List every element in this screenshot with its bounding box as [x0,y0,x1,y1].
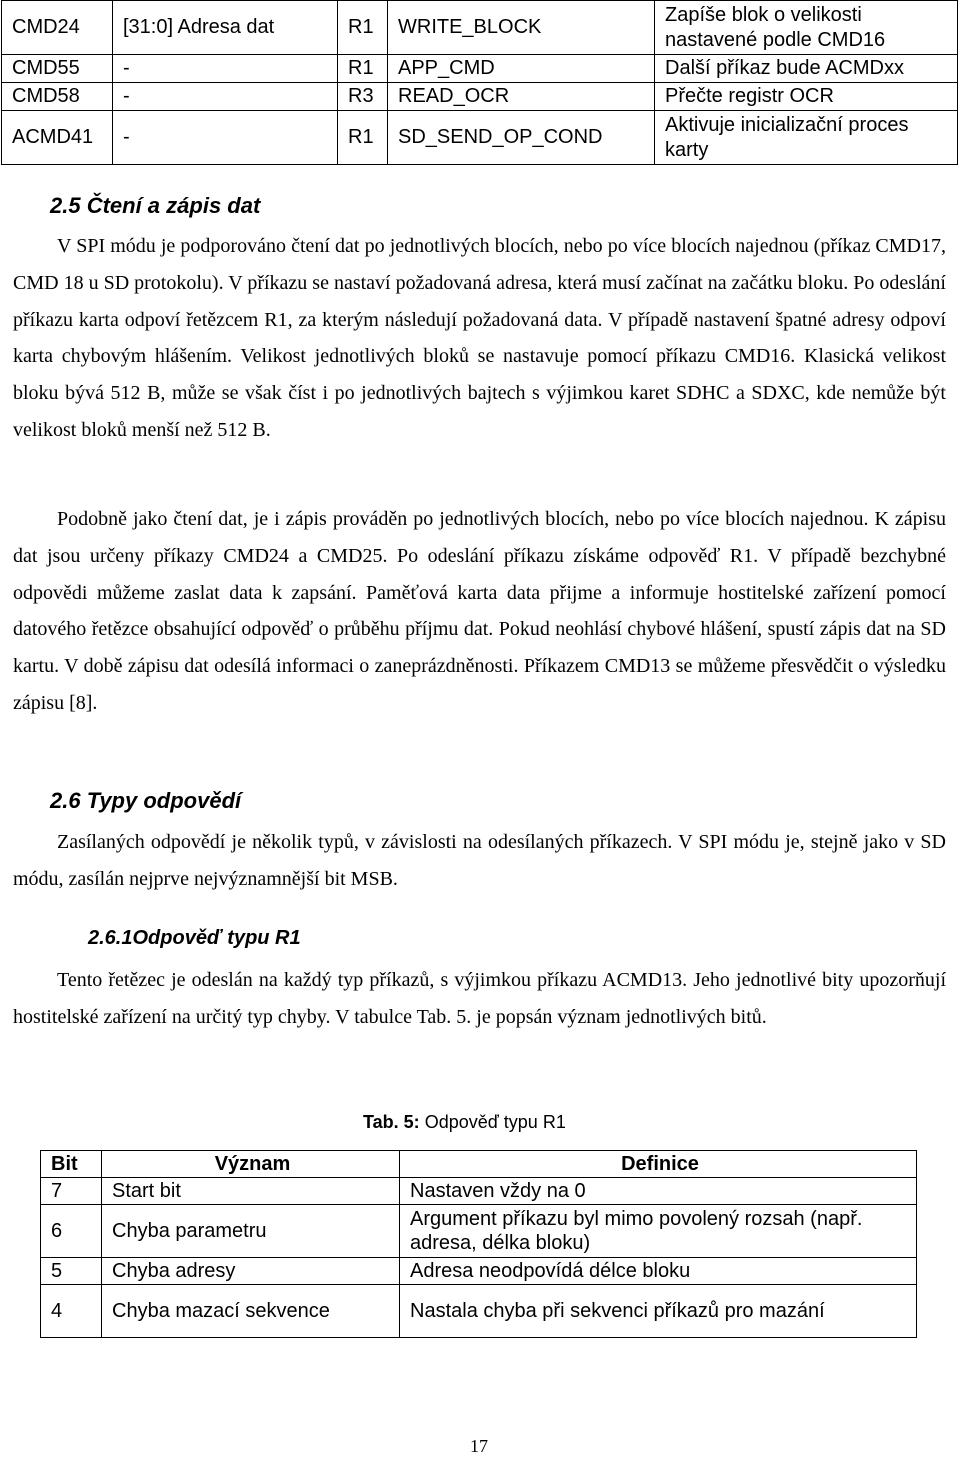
header-meaning: Význam [102,1151,400,1178]
definition-cell: Nastala chyba při sekvenci příkazů pro mazání [400,1285,917,1338]
table-row [41,1178,917,1205]
r1-definition-table [40,1150,917,1338]
table-row [41,1258,917,1285]
table-row [2,83,958,111]
description-cell: Aktivuje inicializační proces karty [655,111,958,165]
table-row [2,1,958,55]
section-heading-2-6: 2.6 Typy odpovědí [50,788,242,813]
argument-cell: - [113,55,338,83]
table-row [41,1205,917,1258]
bit-cell: 4 [41,1285,102,1338]
response-cell: R1 [338,55,388,83]
argument-cell: - [113,83,338,111]
section-heading-2-5: 2.5 Čtení a zápis dat [50,193,261,218]
paragraph-text: Podobně jako čtení dat, je i zápis prováděn po jednotlivých blocích, nebo po více blocích najednou. K zápisu dat jsou určeny příkazy CMD24 a CMD25. Po odeslání příkazu získáme odpověď R1. V případě bezchybné odpovědi můžeme zaslat data k zapsání. Paměťová karta data přijme a informuje hostitelské zařízení pomocí datového řetězce obsahující odpověď o průběhu příjmu dat. Pokud neohlásí chybové hlášení, spustí zápis dat na SD kartu. V době zápisu dat odesílá informaci o zaneprázdněnosti. Příkazem CMD13 se můžeme přesvědčit o výsledku zápisu [8]. [13,508,946,714]
header-bit: Bit [41,1151,102,1178]
definition-cell: Nastaven vždy na 0 [400,1178,917,1205]
cmd-cell: CMD24 [2,1,113,55]
definition-cell: Argument příkazu byl mimo povolený rozsah (např. adresa, délka bloku) [400,1205,917,1258]
table-caption-label: Tab. 5: [363,1112,420,1132]
response-cell: R1 [338,111,388,165]
table-row [2,55,958,83]
cmd-cell: ACMD41 [2,111,113,165]
paragraph-text: V SPI módu je podporováno čtení dat po jednotlivých blocích, nebo po více blocích najednou (příkaz CMD17, CMD 18 u SD protokolu). V příkazu se nastaví požadovaná adresa, která musí začínat na začátku bloku. Po odeslání příkazu karta odpoví řetězcem R1, za kterým následují požadovaná data. V případě nastavení špatné adresy odpoví karta chybovým hlášením. Velikost jednotlivých bloků se nastavuje pomocí příkazu CMD16. Klasická velikost bloku bývá 512 B, může se však číst i po jednotlivých bajtech s výjimkou karet SDHC a SDXC, kde nemůže být velikost bloků menší než 512 B. [13,235,946,441]
description-cell: Přečte registr OCR [655,83,958,111]
table-caption-title: Odpověď typu R1 [424,1112,566,1132]
bit-cell: 7 [41,1178,102,1205]
section-heading-2-6-1: 2.6.1Odpověď typu R1 [88,927,301,949]
response-cell: R1 [338,1,388,55]
description-cell: Zapíše blok o velikosti nastavené podle CMD16 [655,1,958,55]
paragraph-reading [13,228,946,449]
abbreviation-cell: WRITE_BLOCK [388,1,655,55]
table-header-row [41,1151,917,1178]
argument-cell: [31:0] Adresa dat [113,1,338,55]
page-number: 17 [470,1436,488,1456]
description-cell: Další příkaz bude ACMDxx [655,55,958,83]
header-definition: Definice [400,1151,917,1178]
paragraph-r1 [13,962,946,1036]
meaning-cell: Chyba mazací sekvence [102,1285,400,1338]
paragraph-response-types [13,824,946,898]
definition-cell: Adresa neodpovídá délce bloku [400,1258,917,1285]
paragraph-text: Tento řetězec je odeslán na každý typ příkazů, s výjimkou příkazu ACMD13. Jeho jednotlivé bity upozorňují hostitelské zařízení na určitý typ chyby. V tabulce Tab. 5. je popsán význam jednotlivých bitů. [13,969,946,1028]
meaning-cell: Chyba adresy [102,1258,400,1285]
bit-cell: 5 [41,1258,102,1285]
table-row [41,1285,917,1338]
abbreviation-cell: APP_CMD [388,55,655,83]
command-table [1,0,958,165]
table-caption [363,1112,566,1133]
meaning-cell: Start bit [102,1178,400,1205]
cmd-cell: CMD58 [2,83,113,111]
cmd-cell: CMD55 [2,55,113,83]
paragraph-text: Zasílaných odpovědí je několik typů, v závislosti na odesílaných příkazech. V SPI módu je, stejně jako v SD módu, zasílán nejprve nejvýznamnější bit MSB. [13,831,946,890]
response-cell: R3 [338,83,388,111]
paragraph-writing [13,501,946,722]
argument-cell: - [113,111,338,165]
meaning-cell: Chyba parametru [102,1205,400,1258]
abbreviation-cell: SD_SEND_OP_COND [388,111,655,165]
table-row [2,111,958,165]
bit-cell: 6 [41,1205,102,1258]
abbreviation-cell: READ_OCR [388,83,655,111]
